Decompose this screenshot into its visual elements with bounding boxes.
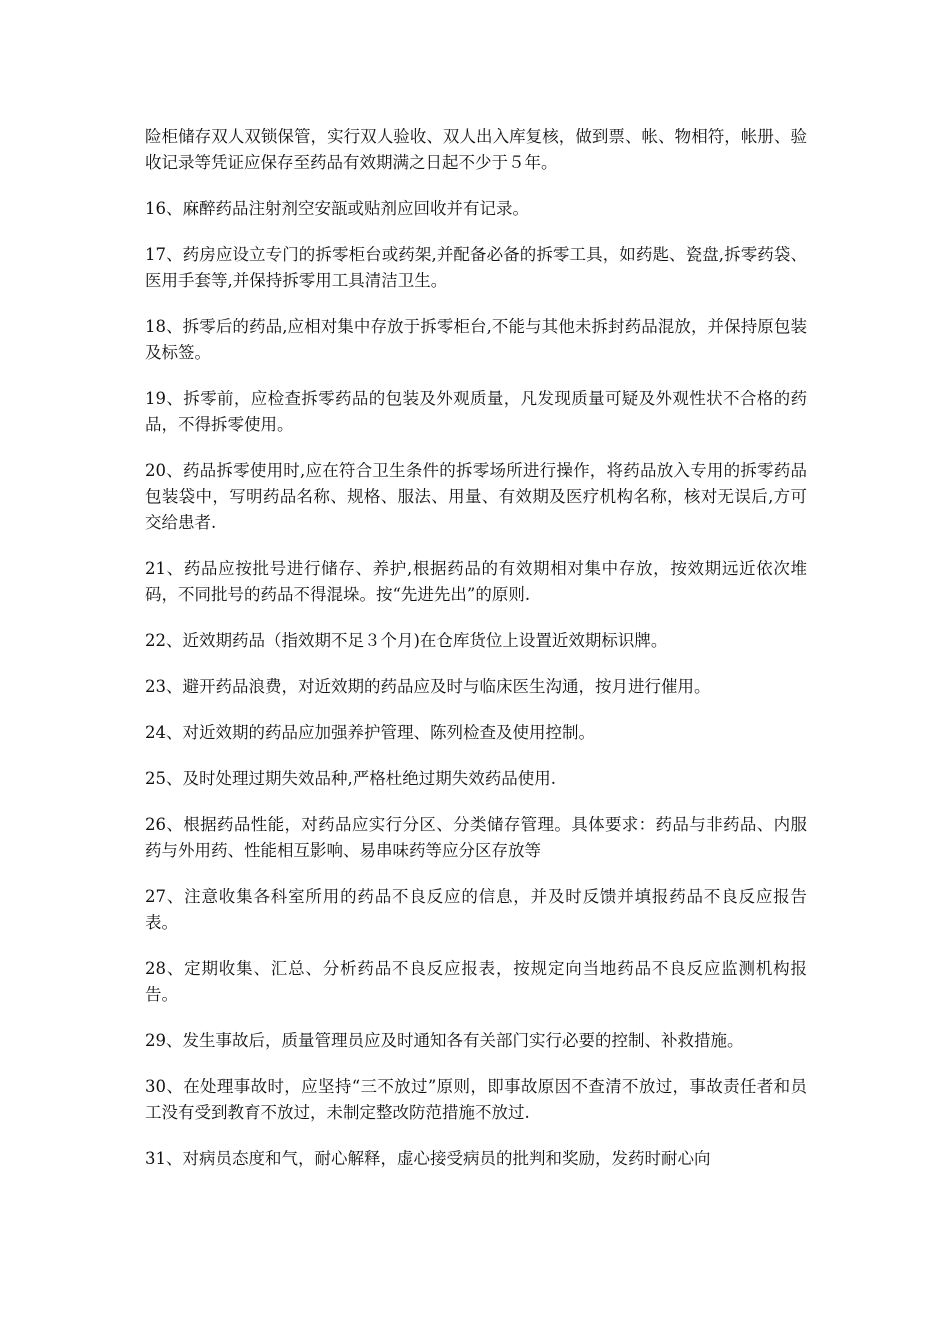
paragraph: 30、在处理事故时，应坚持“三不放过”原则，即事故原因不查清不放过，事故责任者和员工没有受到教育不放过，未制定整改防范措施不放过.: [145, 1077, 807, 1122]
paragraph: 24、对近效期的药品应加强养护管理、陈列检查及使用控制。: [145, 723, 595, 742]
paragraph: 17、药房应设立专门的拆零柜台或药架,并配备必备的拆零工具，如药匙、瓷盘,拆零药袋、医用手套等,并保持拆零用工具清洁卫生。: [145, 245, 807, 290]
paragraph: 31、对病员态度和气，耐心解释，虚心接受病员的批判和奖励，发药时耐心向: [145, 1149, 711, 1168]
paragraph: 险柜储存双人双锁保管，实行双人验收、双人出入库复核，做到票、帐、物相符，帐册、验收记录等凭证应保存至药品有效期满之日起不少于５年。: [145, 127, 807, 172]
paragraph: 16、麻醉药品注射剂空安瓿或贴剂应回收并有记录。: [145, 199, 529, 218]
paragraph: 19、拆零前，应检查拆零药品的包装及外观质量，凡发现质量可疑及外观性状不合格的药品，不得拆零使用。: [145, 389, 807, 434]
paragraph: 26、根据药品性能，对药品应实行分区、分类储存管理。具体要求：药品与非药品、内服药与外用药、性能相互影响、易串味药等应分区存放等: [145, 815, 807, 860]
paragraph: 22、近效期药品（指效期不足３个月)在仓库货位上设置近效期标识牌。: [145, 631, 668, 650]
paragraph: 27、注意收集各科室所用的药品不良反应的信息，并及时反馈并填报药品不良反应报告表。: [145, 887, 807, 932]
paragraph: 29、发生事故后，质量管理员应及时通知各有关部门实行必要的控制、补救措施。: [145, 1031, 744, 1050]
paragraph: 21、药品应按批号进行储存、养护,根据药品的有效期相对集中存放，按效期远近依次堆码，不同批号的药品不得混垛。按“先进先出”的原则.: [145, 559, 807, 604]
paragraph: 28、定期收集、汇总、分析药品不良反应报表，按规定向当地药品不良反应监测机构报告。: [145, 959, 807, 1004]
paragraph: 18、拆零后的药品,应相对集中存放于拆零柜台,不能与其他未拆封药品混放，并保持原包装及标签。: [145, 317, 807, 362]
document-body: [145, 124, 807, 1192]
paragraph: 20、药品拆零使用时,应在符合卫生条件的拆零场所进行操作，将药品放入专用的拆零药品包装袋中，写明药品名称、规格、服法、用量、有效期及医疗机构名称，核对无误后,方可交给患者.: [145, 461, 807, 532]
paragraph: 25、及时处理过期失效品种,严格杜绝过期失效药品使用.: [145, 769, 556, 788]
paragraph: 23、避开药品浪费，对近效期的药品应及时与临床医生沟通，按月进行催用。: [145, 677, 711, 696]
